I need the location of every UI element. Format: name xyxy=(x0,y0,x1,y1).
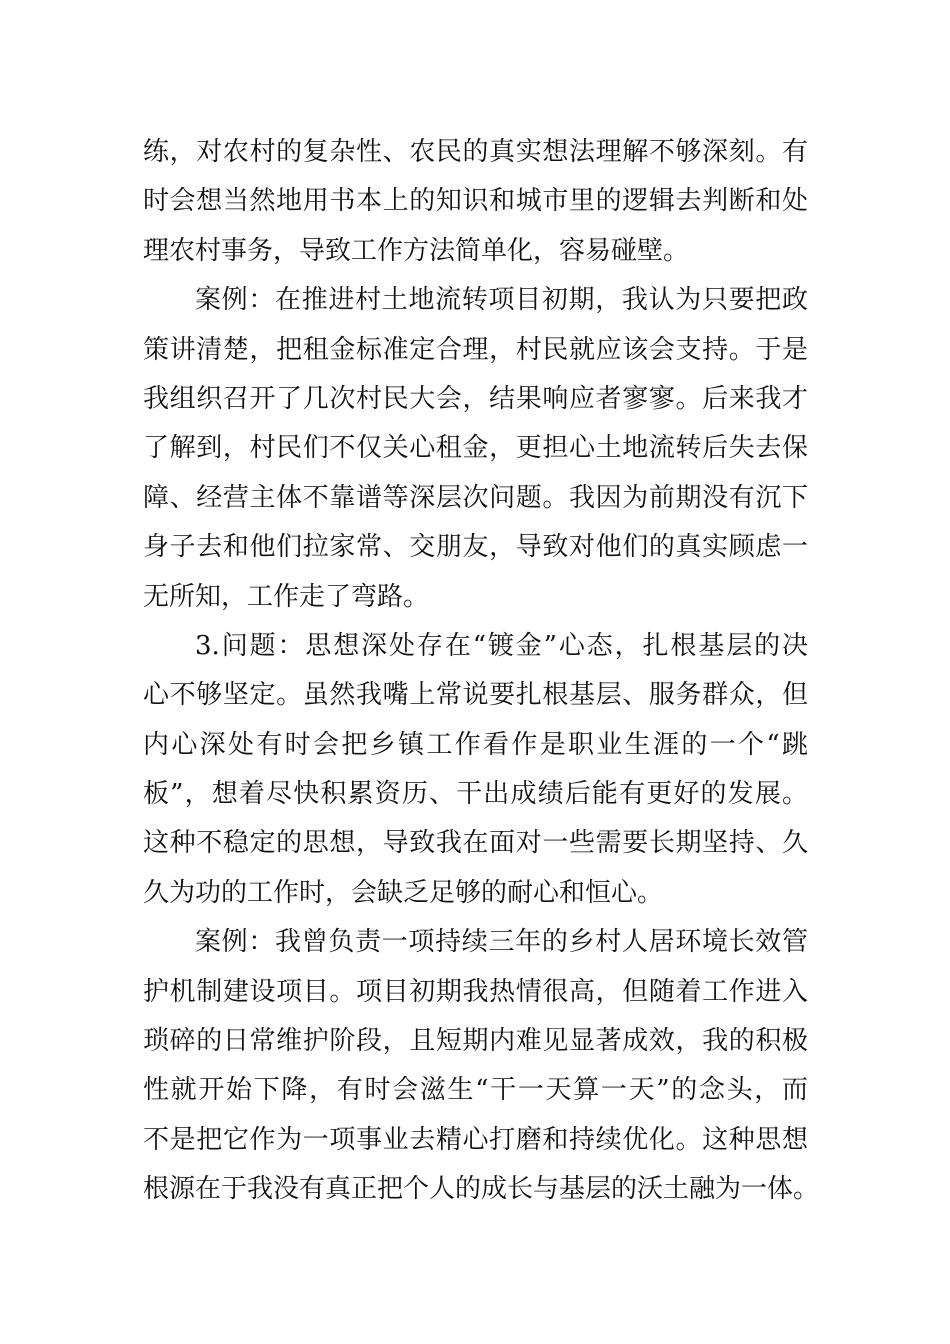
paragraph-start-line: 案例：我曾负责一项持续三年的乡村人居环境长效管 xyxy=(195,927,808,958)
text-line: 我组织召开了几次村民大会，结果响应者寥寥。后来我才 xyxy=(143,383,808,414)
text-line: 性就开始下降，有时会滋生“干一天算一天”的念头，而 xyxy=(143,1075,808,1106)
text-line: 这种不稳定的思想，导致我在面对一些需要长期坚持、久 xyxy=(143,828,808,859)
text-line: 内心深处有时会把乡镇工作看作是职业生涯的一个“跳 xyxy=(143,729,808,760)
text-line: 身子去和他们拉家常、交朋友，导致对他们的真实顾虑一 xyxy=(143,532,808,563)
text-line: 不是把它作为一项事业去精心打磨和持续优化。这种思想 xyxy=(143,1124,808,1155)
text-line: 障、经营主体不靠谱等深层次问题。我因为前期没有沉下 xyxy=(143,482,808,513)
text-line: 心不够坚定。虽然我嘴上常说要扎根基层、服务群众，但 xyxy=(143,680,808,711)
text-line: 板”，想着尽快积累资历、干出成绩后能有更好的发展。 xyxy=(143,779,808,810)
text-line: 了解到，村民们不仅关心租金，更担心土地流转后失去保 xyxy=(143,433,808,464)
text-line: 时会想当然地用书本上的知识和城市里的逻辑去判断和处 xyxy=(143,186,808,217)
paragraph-start-line: 3.问题：思想深处存在“镀金”心态，扎根基层的决 xyxy=(195,630,808,661)
text-line: 练，对农村的复杂性、农民的真实想法理解不够深刻。有 xyxy=(143,137,808,167)
text-line: 理农村事务，导致工作方法简单化，容易碰壁。 xyxy=(143,235,690,266)
paragraph-start-line: 案例：在推进村土地流转项目初期，我认为只要把政 xyxy=(195,285,808,316)
text-line: 琐碎的日常维护阶段，且短期内难见显著成效，我的积极 xyxy=(143,1026,808,1057)
text-line: 护机制建设项目。项目初期我热情很高，但随着工作进入 xyxy=(143,976,808,1007)
text-line: 根源在于我没有真正把个人的成长与基层的沃土融为一体。 xyxy=(143,1174,820,1205)
text-line: 无所知，工作走了弯路。 xyxy=(143,581,430,612)
text-line: 策讲清楚，把租金标准定合理，村民就应该会支持。于是 xyxy=(143,334,808,365)
text-line: 久为功的工作时，会缺乏足够的耐心和恒心。 xyxy=(143,877,664,908)
body-text xyxy=(143,128,820,1215)
